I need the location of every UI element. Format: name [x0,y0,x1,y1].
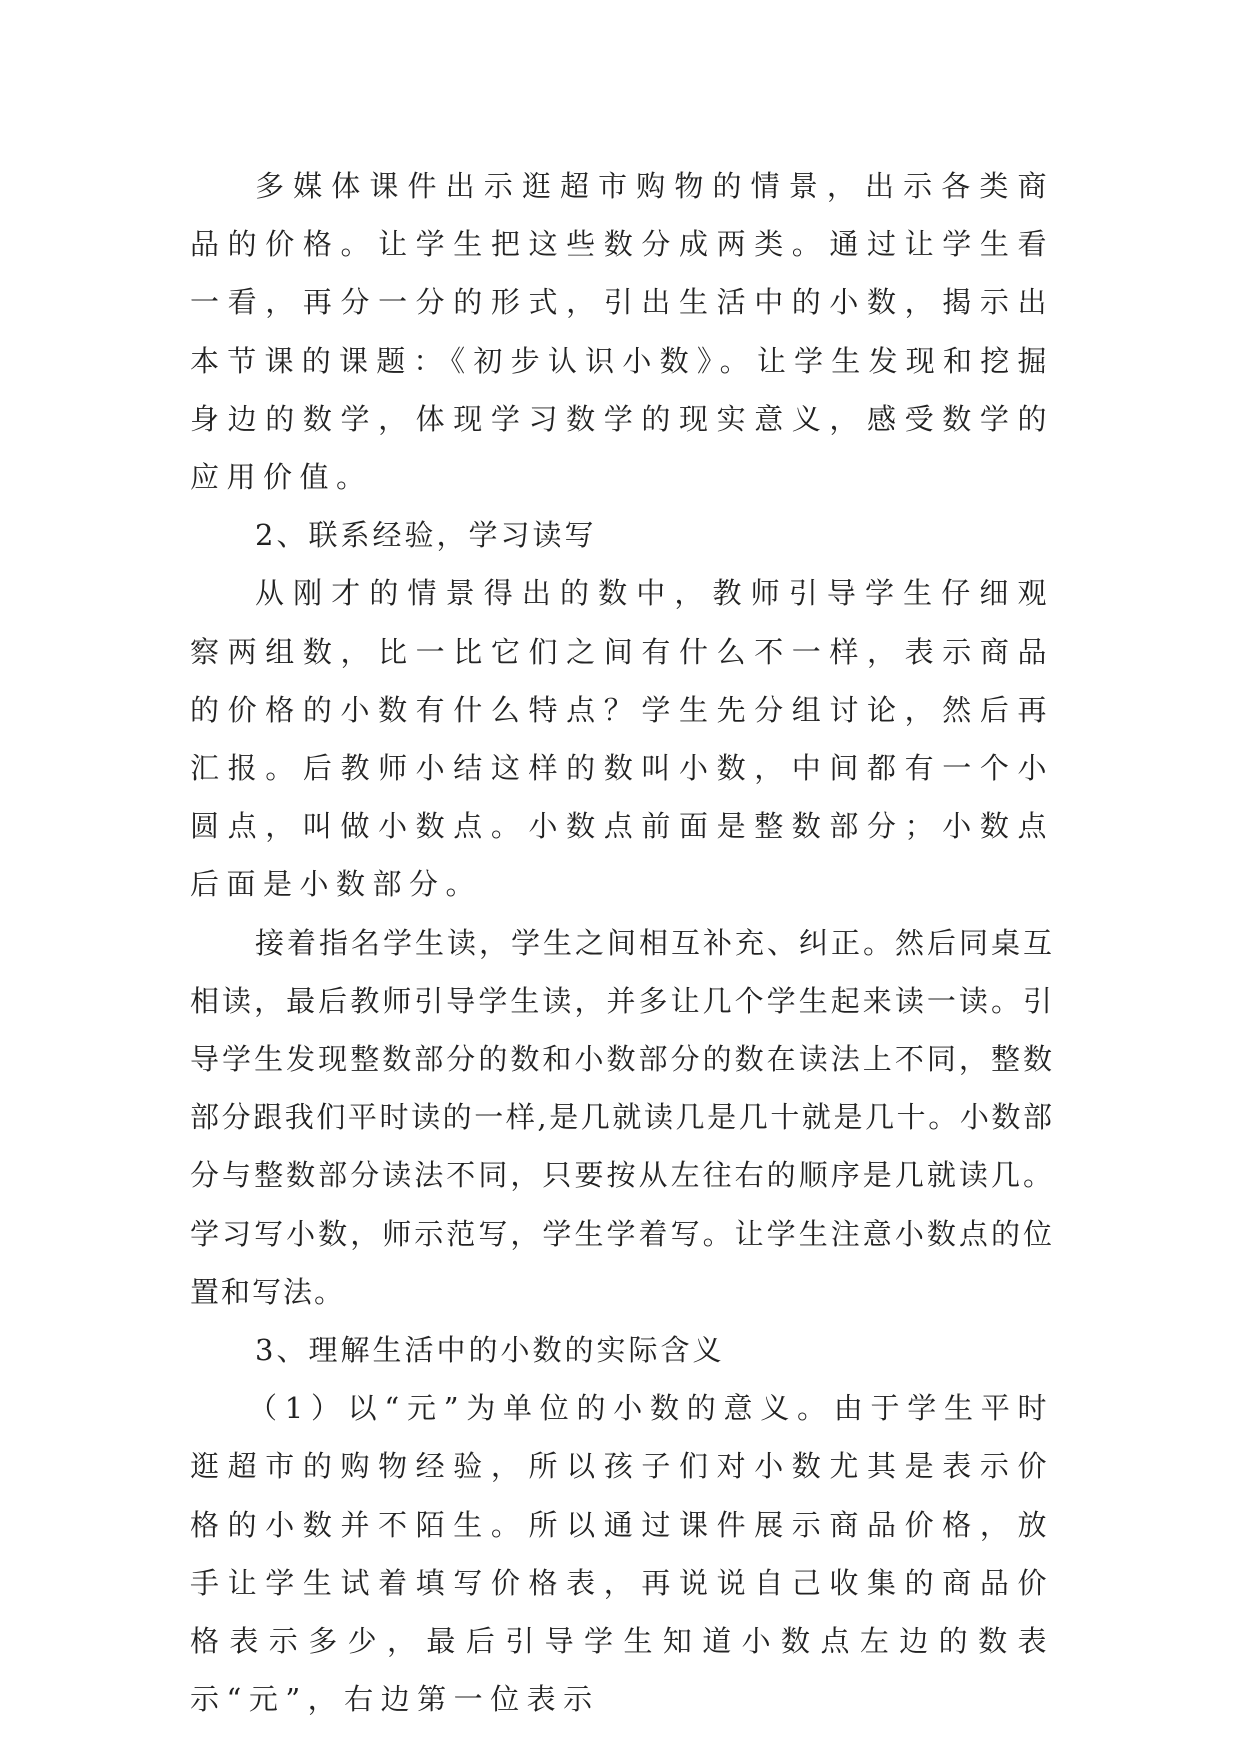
paragraph-observe: 从刚才的情景得出的数中，教师引导学生仔细观察两组数，比一比它们之间有什么不一样，表示商品的价格的小数有什么特点？学生先分组讨论，然后再汇报。后教师小结这样的数叫小数，中间都有一个小圆点，叫做小数点。小数点前面是整数部分；小数点后面是小数部分。 [190,576,1054,902]
paragraph-intro: 多媒体课件出示逛超市购物的情景，出示各类商品的价格。让学生把这些数分成两类。通过让学生看一看，再分一分的形式，引出生活中的小数，揭示出本节课的课题：《初步认识小数》。让学生发现和挖掘身边的数学，体现学习数学的现实意义，感受数学的应用价值。 [190,169,1054,495]
document-body [190,157,1054,1728]
paragraph-reading: 接着指名学生读，学生之间相互补充、纠正。然后同桌互相读，最后教师引导学生读，并多让几个学生起来读一读。引导学生发现整数部分的数和小数部分的数在读法上不同，整数部分跟我们平时读的一样,是几就读几是几十就是几十。小数部分与整数部分读法不同，只要按从左往右的顺序是几就读几。学习写小数，师示范写，学生学着写。让学生注意小数点的位置和写法。 [190,925,1054,1309]
section-heading-3: 3、理解生活中的小数的实际含义 [255,1333,725,1368]
paragraph-yuan-meaning: （1）以“元”为单位的小数的意义。由于学生平时逛超市的购物经验，所以孩子们对小数尤其是表示价格的小数并不陌生。所以通过课件展示商品价格，放手让学生试着填写价格表，再说说自己收集的商品价格表示多少，最后引导学生知道小数点左边的数表示“元”，右边第一位表示 [190,1391,1054,1717]
section-heading-2: 2、联系经验，学习读写 [255,518,597,553]
